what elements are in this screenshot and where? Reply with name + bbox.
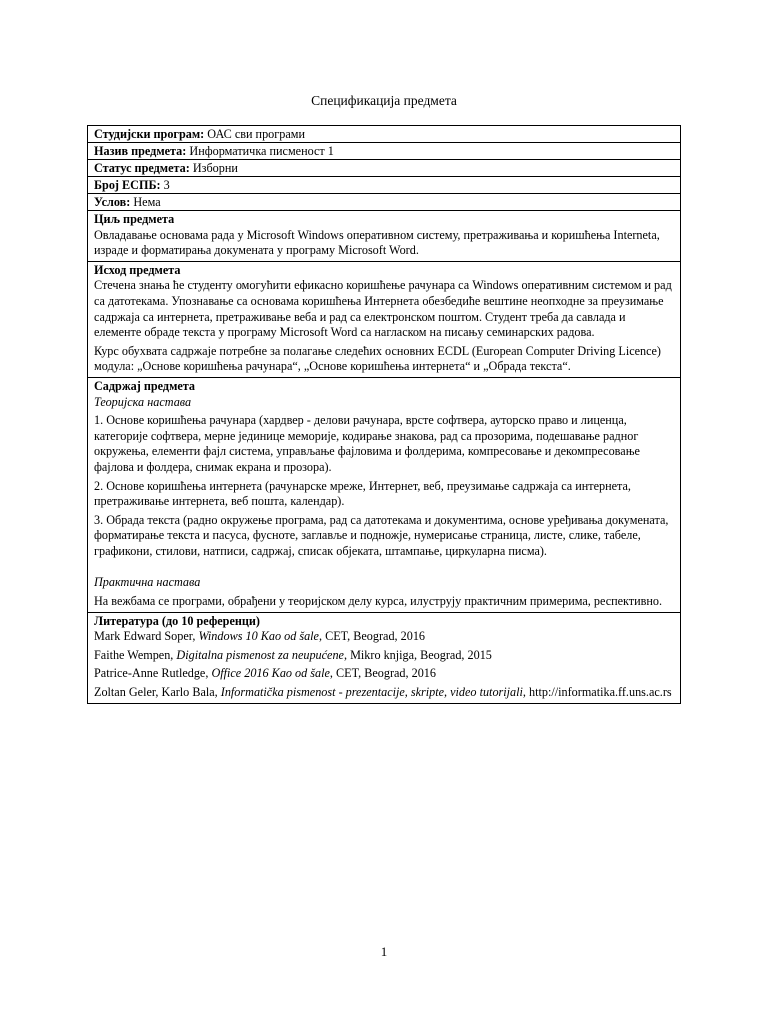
course-name-row [88, 143, 680, 160]
outcome-paragraph: Курс обухвата садржаје потребне за полагање следећих основних ECDL (European Computer Driving Licence) модула: „Основе коришћења рачунара“, „Основе коришћења интернета“ и „Обрада текста“. [94, 343, 661, 374]
goal-heading: Циљ предмета [94, 212, 175, 226]
prerequisite-label: Услов: [94, 195, 131, 209]
content-heading: Садржај предмета [94, 378, 196, 393]
ects-label: Број ЕСПБ: [94, 178, 161, 192]
reference-item [94, 685, 674, 701]
course-status-label: Статус предмета: [94, 161, 190, 175]
literature-heading: Литература (до 10 референци) [94, 613, 260, 628]
page-number: 1 [380, 944, 388, 959]
reference-author: Faithe Wempen, [94, 647, 177, 662]
theory-label: Теоријска настава [94, 394, 192, 409]
prerequisite-row [88, 194, 680, 211]
course-status-row [88, 160, 680, 177]
reference-item [94, 629, 674, 645]
reference-author: Patrice-Anne Rutledge, [94, 666, 212, 681]
theory-item: 2. Основе коришћења интернета (рачунарске мреже, Интернет, веб, преузимање садржаја са интернета, претраживање интернета, веб пошта, календар). [94, 478, 631, 509]
reference-author: Mark Edward Soper, [94, 629, 199, 644]
outcome-paragraph: Стечена знања ће студенту омогућити ефикасно коришћење рачунара са Windows оперативним системом и рад са датотекама. Упознавање са основама коришћења Интернета обезбедиће вештине неопходне за преузимање садржаја са интернета, претраживање веба и рад са електронском поштом. Студент треба да савлада и елементе обраде текста у програму Microsoft Word са нагласком на писању семинарских радова. [94, 278, 672, 340]
page-title: Спецификација предмета [311, 93, 457, 108]
goal-text: Овладавање основама рада у Microsoft Windows оперативном систему, претраживања и коришћења Interneta, израде и форматирања докумената у програму Microsoft Word. [94, 227, 660, 258]
reference-title: Windows 10 Kao od šale [198, 629, 319, 644]
reference-publisher: , CET, Beograd, 2016 [329, 666, 436, 681]
outcome-section [88, 262, 680, 378]
reference-title: Digitalna pismenost za neupućene [176, 647, 344, 662]
study-program-value: ОАС сви програми [204, 127, 305, 141]
practice-label: Практична настава [94, 575, 201, 590]
specification-table [87, 125, 681, 704]
study-program-row [88, 126, 680, 143]
reference-publisher: , Mikro knjiga, Beograd, 2015 [343, 647, 492, 662]
ects-value: 3 [160, 178, 170, 192]
goal-section [88, 211, 680, 262]
outcome-heading: Исход предмета [94, 262, 181, 277]
reference-title: Informatička pismenost - prezentacije, skripte, video tutorijali [220, 685, 523, 700]
reference-title: Office 2016 Kao od šale [211, 666, 330, 681]
reference-item [94, 666, 674, 682]
practice-text: На вежбама се програми, обрађени у теоријском делу курса, илуструју практичним примерима, респективно. [94, 594, 663, 609]
prerequisite-value: Нема [130, 195, 161, 209]
reference-author: Zoltan Geler, Karlo Bala, [94, 685, 221, 700]
study-program-label: Студијски програм: [94, 127, 205, 141]
course-status-value: Изборни [189, 161, 238, 175]
content-section [88, 378, 680, 613]
ects-row [88, 177, 680, 194]
theory-item: 3. Обрада текста (радно окружење програма, рад са датотекама и документима, основе уређивања докумената, форматирање текста и пасуса, фусноте, заглавље и подножје, нумерисање страница, листе, слике, табеле, графикони, стилови, натписи, садржај, списак објеката, штампање, циркуларна писма). [94, 512, 669, 558]
literature-section [88, 613, 680, 703]
theory-item: 1. Основе коришћења рачунара (хардвер - делови рачунара, врсте софтвера, ауторско право и лиценца, категорије софтвера, мерне јединице меморије, кодирање знакова, рад са прозорима, подешавање радног окружења, елементи фајл система, управљање фајловима и фолдерима, компресовање и декомпресовање фајлова и фолдера, снимак екрана и прозора). [94, 413, 640, 474]
reference-publisher: , CET, Beograd, 2016 [318, 629, 426, 644]
reference-publisher: , http://informatika.ff.uns.ac.rs [522, 685, 672, 700]
reference-item [94, 648, 674, 664]
course-name-label: Назив предмета: [94, 144, 187, 158]
course-name-value: Информатичка писменост 1 [186, 144, 334, 158]
